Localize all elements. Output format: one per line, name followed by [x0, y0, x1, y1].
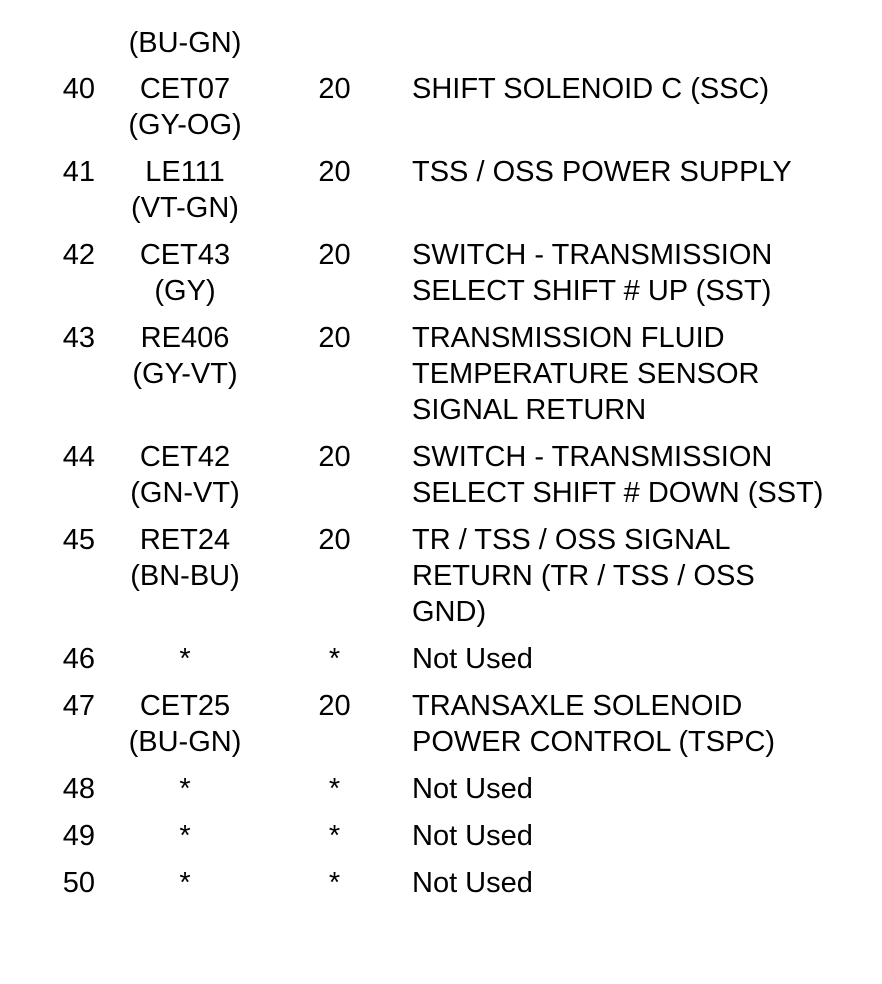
function-line: SWITCH - TRANSMISSION: [412, 441, 773, 473]
wire-gauge: 20: [318, 690, 351, 722]
circuit-cell: [95, 25, 275, 61]
pin-number: 46: [62, 643, 95, 675]
circuit-cell: [95, 439, 275, 511]
pin-row: [0, 641, 882, 677]
circuit-color: (BU-GN): [128, 27, 242, 59]
pin-rows: [0, 71, 882, 901]
function-line: Not Used: [412, 643, 533, 675]
wire-gauge: 20: [318, 239, 351, 271]
circuit-function: [412, 688, 882, 760]
wire-gauge: *: [328, 773, 341, 805]
pin-row: [0, 71, 882, 143]
wire-gauge: 20: [318, 73, 351, 105]
circuit-function: [412, 154, 882, 190]
circuit-function: [412, 237, 882, 309]
circuit-id: LE111: [145, 156, 225, 188]
circuit-function: [412, 818, 882, 854]
pin-number: 42: [62, 239, 95, 271]
circuit-color: (GY): [154, 275, 216, 307]
function-line: TSS / OSS POWER SUPPLY: [412, 156, 792, 188]
circuit-id: RET24: [139, 524, 231, 556]
function-line: SELECT SHIFT # UP (SST): [412, 275, 772, 307]
circuit-cell: [95, 71, 275, 143]
function-line: Not Used: [412, 867, 533, 899]
circuit-color: (GY-OG): [128, 109, 242, 141]
pin-row: [0, 439, 882, 511]
function-line: TRANSMISSION FLUID: [412, 322, 725, 354]
circuit-cell: [95, 641, 275, 677]
function-line: GND): [412, 596, 487, 628]
function-line: RETURN (TR / TSS / OSS: [412, 560, 755, 592]
circuit-color: (BU-GN): [128, 726, 242, 758]
pin-number: 50: [62, 867, 95, 899]
pin-row: [0, 818, 882, 854]
pin-row: [0, 154, 882, 226]
circuit-cell: [95, 865, 275, 901]
pin-row: [0, 522, 882, 630]
circuit-cell: [95, 237, 275, 309]
circuit-id: *: [179, 867, 191, 899]
circuit-function: [412, 641, 882, 677]
pin-row: [0, 771, 882, 807]
circuit-function: [412, 771, 882, 807]
circuit-function: [412, 71, 882, 107]
connector-pinout-table: [0, 25, 882, 912]
circuit-id: CET43: [139, 239, 231, 271]
wire-gauge: 20: [318, 524, 351, 556]
circuit-cell: [95, 522, 275, 594]
function-line: SIGNAL RETURN: [412, 394, 647, 426]
circuit-cell: [95, 688, 275, 760]
circuit-function: [412, 439, 882, 511]
circuit-color: (GN-VT): [130, 477, 240, 509]
circuit-id: CET42: [139, 441, 231, 473]
wire-gauge: *: [328, 643, 341, 675]
pin-row: [0, 865, 882, 901]
circuit-id: CET07: [139, 73, 231, 105]
circuit-cell: [95, 320, 275, 392]
pin-number: 49: [62, 820, 95, 852]
pin-row: [0, 237, 882, 309]
function-line: Not Used: [412, 773, 533, 805]
circuit-function: [412, 865, 882, 901]
function-line: TR / TSS / OSS SIGNAL: [412, 524, 731, 556]
pin-number: 45: [62, 524, 95, 556]
function-line: TEMPERATURE SENSOR: [412, 358, 760, 390]
pin-row: [0, 688, 882, 760]
pin-number: 41: [62, 156, 95, 188]
function-line: Not Used: [412, 820, 533, 852]
circuit-id: RE406: [140, 322, 230, 354]
wire-gauge: *: [328, 820, 341, 852]
circuit-function: [412, 320, 882, 428]
circuit-id: *: [179, 773, 191, 805]
circuit-id: *: [179, 643, 191, 675]
wire-gauge: 20: [318, 156, 351, 188]
pin-number: 47: [62, 690, 95, 722]
pin-number: 40: [62, 73, 95, 105]
circuit-color: (BN-BU): [130, 560, 240, 592]
circuit-cell: [95, 818, 275, 854]
function-line: SWITCH - TRANSMISSION: [412, 239, 773, 271]
function-line: POWER CONTROL (TSPC): [412, 726, 776, 758]
wire-gauge: 20: [318, 322, 351, 354]
continued-row: [0, 25, 882, 61]
pin-number: 43: [62, 322, 95, 354]
pin-number: 48: [62, 773, 95, 805]
pin-row: [0, 320, 882, 428]
wire-gauge: *: [328, 867, 341, 899]
circuit-function: [412, 522, 882, 630]
wire-gauge: 20: [318, 441, 351, 473]
circuit-cell: [95, 154, 275, 226]
circuit-cell: [95, 771, 275, 807]
pin-number: 44: [62, 441, 95, 473]
function-line: SELECT SHIFT # DOWN (SST): [412, 477, 824, 509]
circuit-color: (GY-VT): [132, 358, 238, 390]
circuit-color: (VT-GN): [131, 192, 239, 224]
circuit-id: *: [179, 820, 191, 852]
function-line: TRANSAXLE SOLENOID: [412, 690, 743, 722]
function-line: SHIFT SOLENOID C (SSC): [412, 73, 770, 105]
circuit-id: CET25: [139, 690, 231, 722]
